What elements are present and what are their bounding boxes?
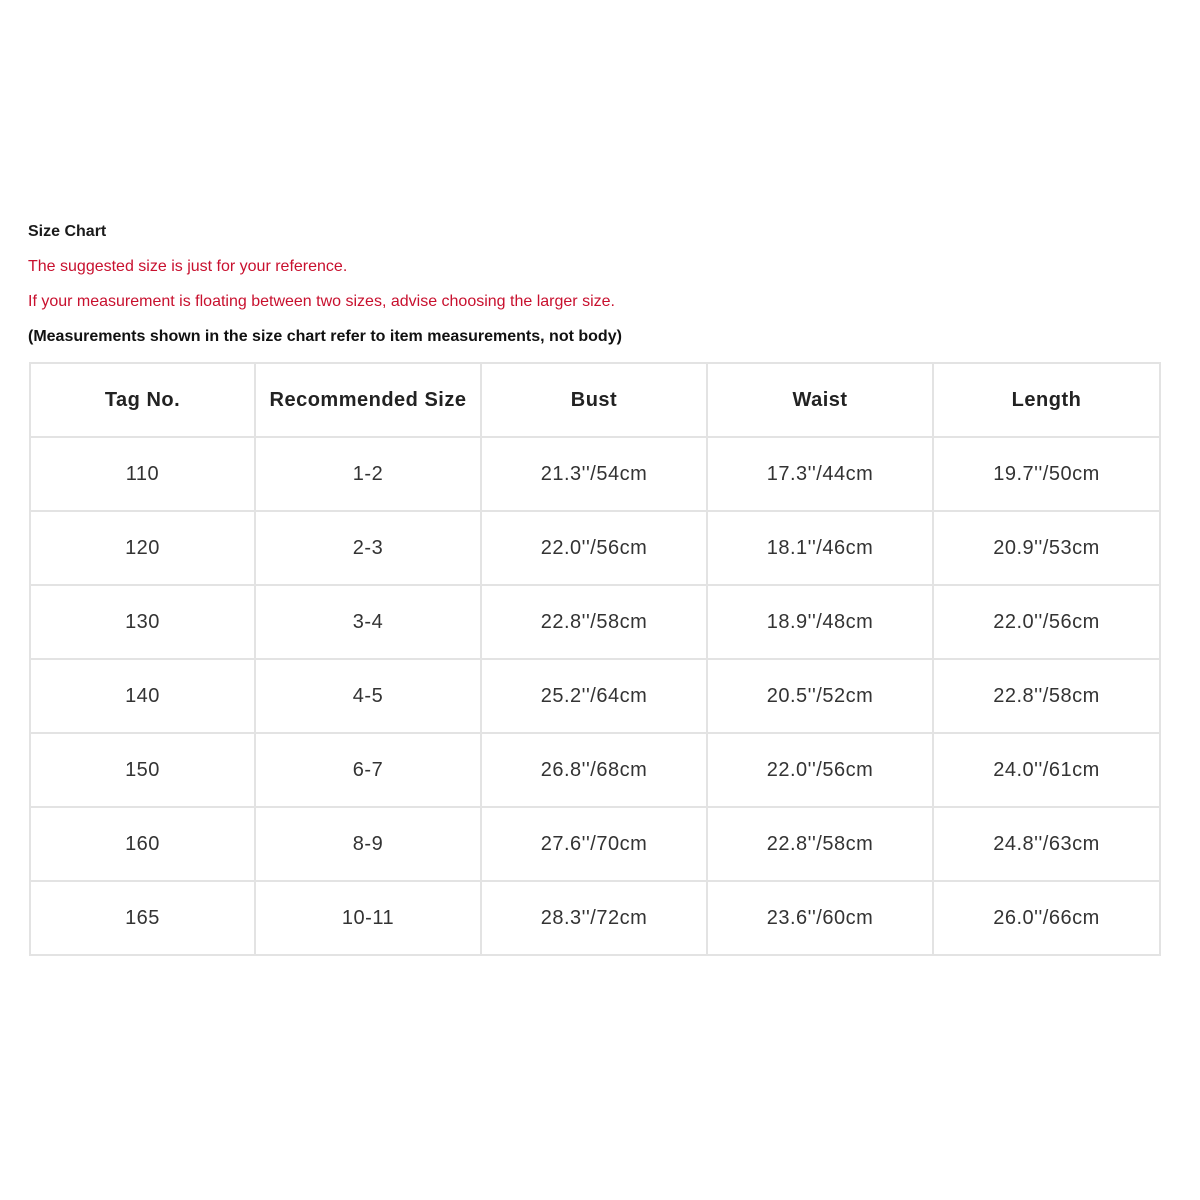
reference-note: The suggested size is just for your reference. — [28, 258, 348, 275]
cell-waist: 18.9''/48cm — [707, 585, 933, 659]
column-header-recommended-size: Recommended Size — [255, 363, 481, 437]
size-chart-header — [28, 220, 1168, 349]
measurement-disclaimer: (Measurements shown in the size chart refer to item measurements, not body) — [28, 328, 622, 345]
table-row — [30, 807, 1160, 881]
table-row — [30, 585, 1160, 659]
size-table — [29, 362, 1161, 956]
cell-recommended-size: 10-11 — [255, 881, 481, 955]
column-header-bust: Bust — [481, 363, 707, 437]
cell-tag-no: 160 — [30, 807, 255, 881]
cell-recommended-size: 6-7 — [255, 733, 481, 807]
cell-tag-no: 130 — [30, 585, 255, 659]
table-header-row — [30, 363, 1160, 437]
cell-tag-no: 140 — [30, 659, 255, 733]
cell-bust: 22.0''/56cm — [481, 511, 707, 585]
table-row — [30, 881, 1160, 955]
cell-waist: 17.3''/44cm — [707, 437, 933, 511]
cell-tag-no: 120 — [30, 511, 255, 585]
cell-tag-no: 150 — [30, 733, 255, 807]
cell-tag-no: 165 — [30, 881, 255, 955]
cell-length: 24.8''/63cm — [933, 807, 1160, 881]
cell-waist: 22.0''/56cm — [707, 733, 933, 807]
cell-length: 22.8''/58cm — [933, 659, 1160, 733]
cell-length: 26.0''/66cm — [933, 881, 1160, 955]
cell-bust: 28.3''/72cm — [481, 881, 707, 955]
cell-waist: 23.6''/60cm — [707, 881, 933, 955]
cell-waist: 20.5''/52cm — [707, 659, 933, 733]
table-row — [30, 659, 1160, 733]
cell-waist: 22.8''/58cm — [707, 807, 933, 881]
column-header-length: Length — [933, 363, 1160, 437]
column-header-waist: Waist — [707, 363, 933, 437]
table-row — [30, 437, 1160, 511]
table-row — [30, 733, 1160, 807]
cell-bust: 27.6''/70cm — [481, 807, 707, 881]
cell-length: 24.0''/61cm — [933, 733, 1160, 807]
cell-bust: 21.3''/54cm — [481, 437, 707, 511]
cell-length: 19.7''/50cm — [933, 437, 1160, 511]
cell-recommended-size: 8-9 — [255, 807, 481, 881]
cell-bust: 22.8''/58cm — [481, 585, 707, 659]
cell-length: 20.9''/53cm — [933, 511, 1160, 585]
cell-bust: 26.8''/68cm — [481, 733, 707, 807]
cell-recommended-size: 4-5 — [255, 659, 481, 733]
cell-waist: 18.1''/46cm — [707, 511, 933, 585]
column-header-tag-no: Tag No. — [30, 363, 255, 437]
cell-recommended-size: 1-2 — [255, 437, 481, 511]
cell-recommended-size: 2-3 — [255, 511, 481, 585]
sizing-advice-note: If your measurement is floating between two sizes, advise choosing the larger size. — [28, 293, 615, 310]
cell-length: 22.0''/56cm — [933, 585, 1160, 659]
cell-recommended-size: 3-4 — [255, 585, 481, 659]
cell-tag-no: 110 — [30, 437, 255, 511]
cell-bust: 25.2''/64cm — [481, 659, 707, 733]
table-row — [30, 511, 1160, 585]
page-title: Size Chart — [28, 223, 107, 240]
